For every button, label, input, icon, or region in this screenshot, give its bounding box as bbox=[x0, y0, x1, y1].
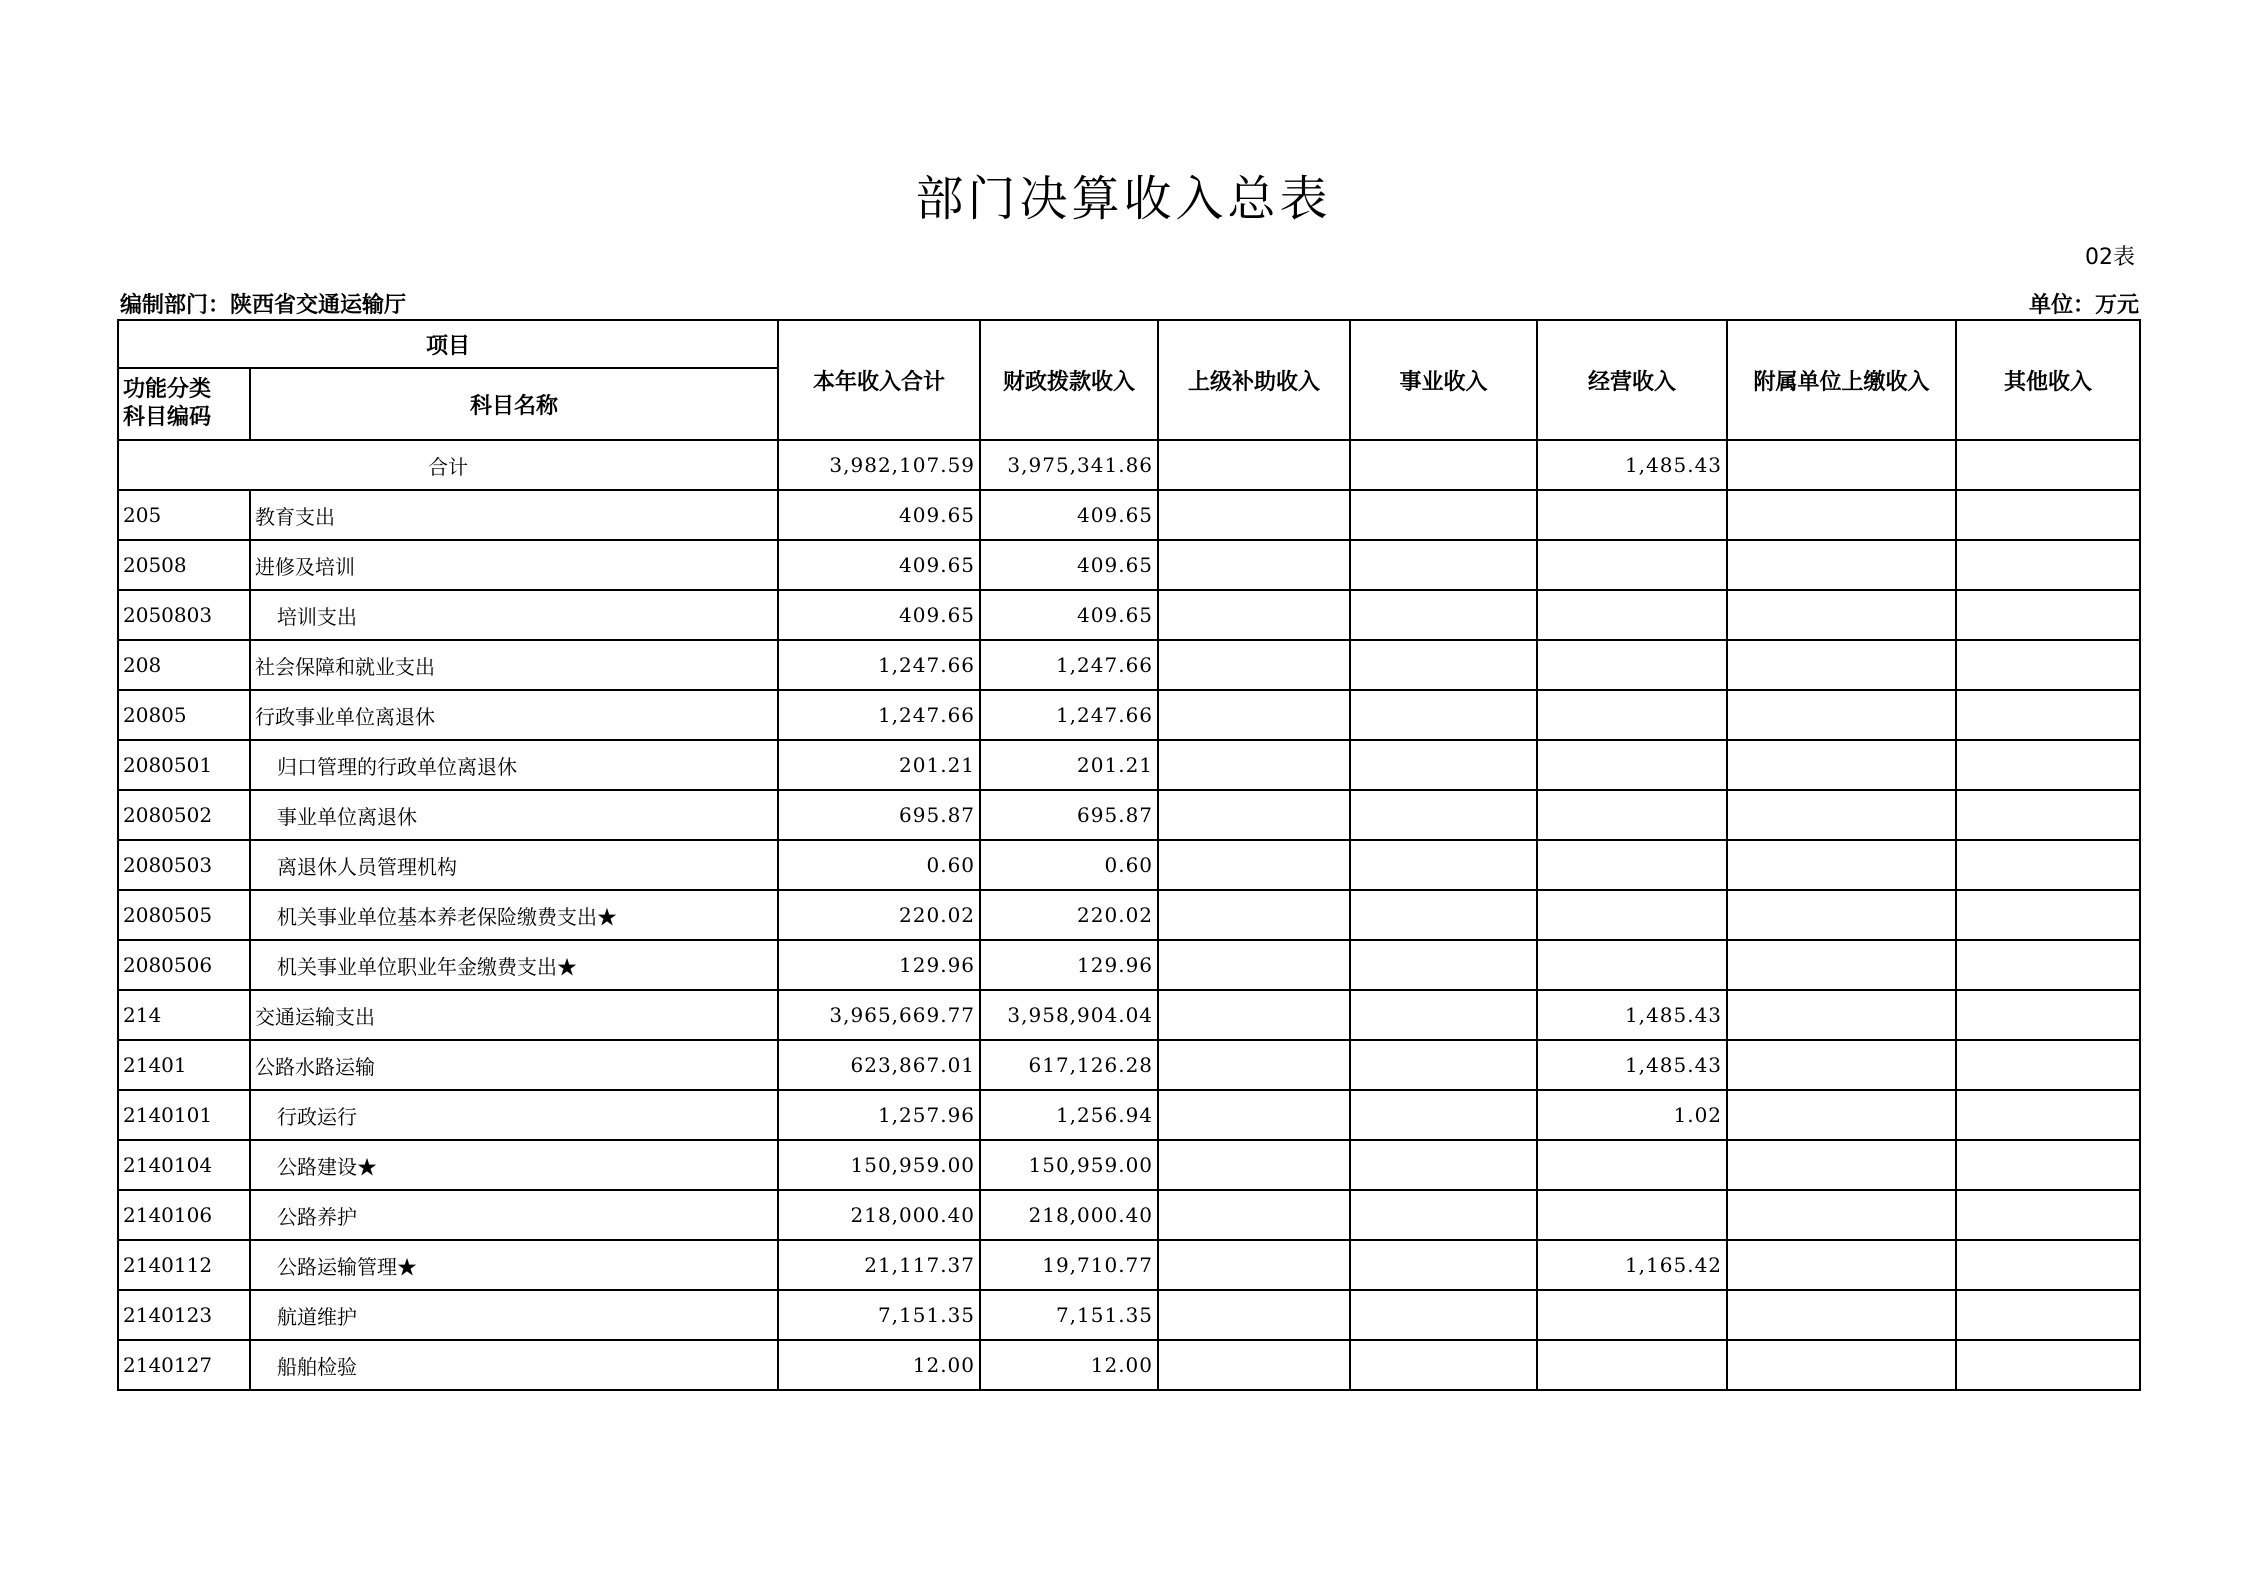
table-row bbox=[118, 890, 2140, 940]
row-total: 201.21 bbox=[778, 740, 980, 790]
row-business bbox=[1350, 590, 1537, 640]
row-affiliate bbox=[1727, 890, 1956, 940]
row-fiscal: 409.65 bbox=[980, 590, 1158, 640]
row-superior bbox=[1158, 1140, 1350, 1190]
table-row bbox=[118, 1140, 2140, 1190]
row-code: 214 bbox=[118, 990, 250, 1040]
row-business bbox=[1350, 1190, 1537, 1240]
row-fiscal: 201.21 bbox=[980, 740, 1158, 790]
row-superior bbox=[1158, 1340, 1350, 1390]
row-fiscal: 3,958,904.04 bbox=[980, 990, 1158, 1040]
table-row bbox=[118, 540, 2140, 590]
row-fiscal: 150,959.00 bbox=[980, 1140, 1158, 1190]
table-row bbox=[118, 990, 2140, 1040]
row-name: 船舶检验 bbox=[250, 1340, 778, 1390]
table-row bbox=[118, 1340, 2140, 1390]
row-code: 2140104 bbox=[118, 1140, 250, 1190]
header-business: 事业收入 bbox=[1350, 320, 1537, 440]
row-operating bbox=[1537, 840, 1727, 890]
total-fiscal: 3,975,341.86 bbox=[980, 440, 1158, 490]
row-code: 2080501 bbox=[118, 740, 250, 790]
row-affiliate bbox=[1727, 540, 1956, 590]
row-superior bbox=[1158, 1090, 1350, 1140]
row-code: 2140106 bbox=[118, 1190, 250, 1240]
row-fiscal: 218,000.40 bbox=[980, 1190, 1158, 1240]
row-other bbox=[1956, 490, 2140, 540]
row-operating bbox=[1537, 890, 1727, 940]
row-superior bbox=[1158, 890, 1350, 940]
row-total: 409.65 bbox=[778, 590, 980, 640]
row-code: 2080505 bbox=[118, 890, 250, 940]
row-business bbox=[1350, 740, 1537, 790]
row-code: 21401 bbox=[118, 1040, 250, 1090]
row-total: 1,257.96 bbox=[778, 1090, 980, 1140]
table-row bbox=[118, 940, 2140, 990]
row-fiscal: 1,247.66 bbox=[980, 690, 1158, 740]
row-name: 公路运输管理★ bbox=[250, 1240, 778, 1290]
row-other bbox=[1956, 1040, 2140, 1090]
header-fiscal: 财政拨款收入 bbox=[980, 320, 1158, 440]
row-affiliate bbox=[1727, 1140, 1956, 1190]
row-business bbox=[1350, 540, 1537, 590]
row-code: 2080503 bbox=[118, 840, 250, 890]
row-operating bbox=[1537, 640, 1727, 690]
row-business bbox=[1350, 790, 1537, 840]
row-superior bbox=[1158, 990, 1350, 1040]
page-title: 部门决算收入总表 bbox=[915, 171, 1332, 227]
header-other: 其他收入 bbox=[1956, 320, 2140, 440]
header-code: 功能分类 科目编码 bbox=[118, 368, 250, 440]
row-code: 2080502 bbox=[118, 790, 250, 840]
row-affiliate bbox=[1727, 840, 1956, 890]
row-total: 695.87 bbox=[778, 790, 980, 840]
row-total: 1,247.66 bbox=[778, 640, 980, 690]
row-code: 20508 bbox=[118, 540, 250, 590]
table-row bbox=[118, 740, 2140, 790]
row-operating bbox=[1537, 740, 1727, 790]
unit-label: 单位：万元 bbox=[2028, 293, 2139, 318]
row-total: 150,959.00 bbox=[778, 1140, 980, 1190]
row-operating bbox=[1537, 1190, 1727, 1240]
row-total: 218,000.40 bbox=[778, 1190, 980, 1240]
department-label: 编制部门：陕西省交通运输厅 bbox=[120, 293, 407, 318]
row-fiscal: 12.00 bbox=[980, 1340, 1158, 1390]
row-total: 12.00 bbox=[778, 1340, 980, 1390]
row-other bbox=[1956, 1090, 2140, 1140]
row-operating bbox=[1537, 690, 1727, 740]
row-superior bbox=[1158, 1240, 1350, 1290]
row-affiliate bbox=[1727, 690, 1956, 740]
row-total: 21,117.37 bbox=[778, 1240, 980, 1290]
row-affiliate bbox=[1727, 1040, 1956, 1090]
row-business bbox=[1350, 1240, 1537, 1290]
table-row bbox=[118, 690, 2140, 740]
row-affiliate bbox=[1727, 590, 1956, 640]
row-total: 7,151.35 bbox=[778, 1290, 980, 1340]
row-other bbox=[1956, 590, 2140, 640]
row-fiscal: 7,151.35 bbox=[980, 1290, 1158, 1340]
header-superior: 上级补助收入 bbox=[1158, 320, 1350, 440]
row-affiliate bbox=[1727, 740, 1956, 790]
row-operating: 1,165.42 bbox=[1537, 1240, 1727, 1290]
row-superior bbox=[1158, 490, 1350, 540]
row-business bbox=[1350, 1290, 1537, 1340]
row-operating bbox=[1537, 1140, 1727, 1190]
row-business bbox=[1350, 1040, 1537, 1090]
row-total: 129.96 bbox=[778, 940, 980, 990]
row-affiliate bbox=[1727, 990, 1956, 1040]
row-business bbox=[1350, 890, 1537, 940]
row-affiliate bbox=[1727, 490, 1956, 540]
row-fiscal: 409.65 bbox=[980, 540, 1158, 590]
row-total: 220.02 bbox=[778, 890, 980, 940]
row-operating bbox=[1537, 1340, 1727, 1390]
row-name: 行政运行 bbox=[250, 1090, 778, 1140]
row-affiliate bbox=[1727, 1290, 1956, 1340]
row-affiliate bbox=[1727, 940, 1956, 990]
row-affiliate bbox=[1727, 790, 1956, 840]
row-fiscal: 1,256.94 bbox=[980, 1090, 1158, 1140]
row-affiliate bbox=[1727, 1190, 1956, 1240]
row-business bbox=[1350, 640, 1537, 690]
row-operating: 1.02 bbox=[1537, 1090, 1727, 1140]
row-code: 2080506 bbox=[118, 940, 250, 990]
row-other bbox=[1956, 740, 2140, 790]
row-name: 交通运输支出 bbox=[250, 990, 778, 1040]
table-row bbox=[118, 590, 2140, 640]
total-total: 3,982,107.59 bbox=[778, 440, 980, 490]
row-code: 20805 bbox=[118, 690, 250, 740]
income-summary-table bbox=[117, 319, 2141, 1391]
row-name: 离退休人员管理机构 bbox=[250, 840, 778, 890]
row-name: 机关事业单位基本养老保险缴费支出★ bbox=[250, 890, 778, 940]
row-fiscal: 695.87 bbox=[980, 790, 1158, 840]
row-code: 205 bbox=[118, 490, 250, 540]
row-business bbox=[1350, 1340, 1537, 1390]
row-affiliate bbox=[1727, 1240, 1956, 1290]
row-other bbox=[1956, 1340, 2140, 1390]
row-affiliate bbox=[1727, 640, 1956, 690]
row-other bbox=[1956, 940, 2140, 990]
row-business bbox=[1350, 1140, 1537, 1190]
row-total: 409.65 bbox=[778, 540, 980, 590]
table-row bbox=[118, 840, 2140, 890]
row-name: 归口管理的行政单位离退休 bbox=[250, 740, 778, 790]
header-affiliate: 附属单位上缴收入 bbox=[1727, 320, 1956, 440]
row-name: 航道维护 bbox=[250, 1290, 778, 1340]
row-superior bbox=[1158, 540, 1350, 590]
row-total: 409.65 bbox=[778, 490, 980, 540]
row-total: 623,867.01 bbox=[778, 1040, 980, 1090]
table-row bbox=[118, 490, 2140, 540]
row-operating bbox=[1537, 790, 1727, 840]
row-total: 0.60 bbox=[778, 840, 980, 890]
table-row bbox=[118, 1290, 2140, 1340]
row-superior bbox=[1158, 790, 1350, 840]
row-other bbox=[1956, 1190, 2140, 1240]
row-business bbox=[1350, 690, 1537, 740]
row-name: 事业单位离退休 bbox=[250, 790, 778, 840]
table-row bbox=[118, 1190, 2140, 1240]
table-row bbox=[118, 1040, 2140, 1090]
row-other bbox=[1956, 540, 2140, 590]
row-superior bbox=[1158, 590, 1350, 640]
row-fiscal: 220.02 bbox=[980, 890, 1158, 940]
row-name: 进修及培训 bbox=[250, 540, 778, 590]
row-superior bbox=[1158, 1190, 1350, 1240]
row-name: 社会保障和就业支出 bbox=[250, 640, 778, 690]
row-operating bbox=[1537, 1290, 1727, 1340]
row-name: 行政事业单位离退休 bbox=[250, 690, 778, 740]
row-superior bbox=[1158, 690, 1350, 740]
total-operating: 1,485.43 bbox=[1537, 440, 1727, 490]
row-name: 公路养护 bbox=[250, 1190, 778, 1240]
row-operating: 1,485.43 bbox=[1537, 990, 1727, 1040]
table-row bbox=[118, 1090, 2140, 1140]
row-superior bbox=[1158, 1040, 1350, 1090]
row-other bbox=[1956, 990, 2140, 1040]
row-operating bbox=[1537, 540, 1727, 590]
row-name: 公路水路运输 bbox=[250, 1040, 778, 1090]
row-superior bbox=[1158, 1290, 1350, 1340]
header-name: 科目名称 bbox=[250, 368, 778, 440]
row-fiscal: 1,247.66 bbox=[980, 640, 1158, 690]
row-other bbox=[1956, 1290, 2140, 1340]
row-operating: 1,485.43 bbox=[1537, 1040, 1727, 1090]
row-other bbox=[1956, 1140, 2140, 1190]
row-name: 教育支出 bbox=[250, 490, 778, 540]
row-fiscal: 409.65 bbox=[980, 490, 1158, 540]
row-fiscal: 0.60 bbox=[980, 840, 1158, 890]
table-number: 02表 bbox=[2085, 245, 2135, 270]
row-name: 培训支出 bbox=[250, 590, 778, 640]
row-affiliate bbox=[1727, 1340, 1956, 1390]
table-row bbox=[118, 1240, 2140, 1290]
row-code: 2140112 bbox=[118, 1240, 250, 1290]
row-total: 1,247.66 bbox=[778, 690, 980, 740]
row-code: 2050803 bbox=[118, 590, 250, 640]
row-fiscal: 19,710.77 bbox=[980, 1240, 1158, 1290]
total-label: 合计 bbox=[118, 440, 778, 490]
row-other bbox=[1956, 890, 2140, 940]
row-code: 2140127 bbox=[118, 1340, 250, 1390]
total-row bbox=[118, 440, 2140, 490]
row-operating bbox=[1537, 590, 1727, 640]
row-other bbox=[1956, 640, 2140, 690]
header-total: 本年收入合计 bbox=[778, 320, 980, 440]
row-operating bbox=[1537, 940, 1727, 990]
header-operating: 经营收入 bbox=[1537, 320, 1727, 440]
row-total: 3,965,669.77 bbox=[778, 990, 980, 1040]
row-name: 公路建设★ bbox=[250, 1140, 778, 1190]
row-name: 机关事业单位职业年金缴费支出★ bbox=[250, 940, 778, 990]
row-business bbox=[1350, 990, 1537, 1040]
row-other bbox=[1956, 790, 2140, 840]
row-other bbox=[1956, 1240, 2140, 1290]
row-business bbox=[1350, 840, 1537, 890]
row-affiliate bbox=[1727, 1090, 1956, 1140]
total-business bbox=[1350, 440, 1537, 490]
table-row bbox=[118, 790, 2140, 840]
total-affiliate bbox=[1727, 440, 1956, 490]
row-operating bbox=[1537, 490, 1727, 540]
total-other bbox=[1956, 440, 2140, 490]
row-code: 2140101 bbox=[118, 1090, 250, 1140]
row-code: 2140123 bbox=[118, 1290, 250, 1340]
row-superior bbox=[1158, 640, 1350, 690]
total-superior bbox=[1158, 440, 1350, 490]
row-business bbox=[1350, 490, 1537, 540]
table-row bbox=[118, 640, 2140, 690]
row-other bbox=[1956, 840, 2140, 890]
row-business bbox=[1350, 1090, 1537, 1140]
row-fiscal: 129.96 bbox=[980, 940, 1158, 990]
row-superior bbox=[1158, 740, 1350, 790]
row-code: 208 bbox=[118, 640, 250, 690]
row-superior bbox=[1158, 840, 1350, 890]
row-business bbox=[1350, 940, 1537, 990]
row-fiscal: 617,126.28 bbox=[980, 1040, 1158, 1090]
row-other bbox=[1956, 690, 2140, 740]
row-superior bbox=[1158, 940, 1350, 990]
header-item: 项目 bbox=[118, 320, 778, 368]
